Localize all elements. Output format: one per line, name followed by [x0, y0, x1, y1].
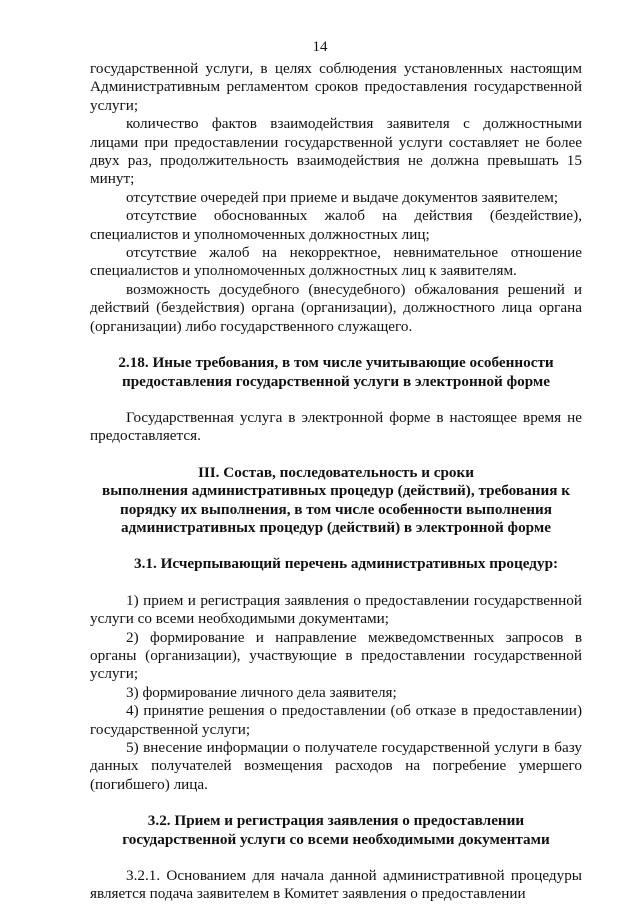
heading-line: 3.2. Прием и регистрация заявления о предоставлении	[147, 812, 525, 830]
spacer	[90, 391, 582, 409]
spacer	[90, 446, 582, 464]
heading-line: административных процедур (действий) в электронной форме	[121, 518, 551, 536]
paragraph: отсутствие обоснованных жалоб на действия (бездействие), специалистов и уполномоченных должностных лиц;	[90, 207, 582, 243]
heading-line: предоставления государственной услуги в электронной форме	[121, 372, 551, 390]
list-item: 5) внесение информации о получателе государственной услуги в базу данных получателей возмещения расходов на погребение умершего (погибшего) лица.	[90, 739, 582, 793]
paragraph: отсутствие жалоб на некорректное, невнимательное отношение специалистов и уполномоченных должностных лиц к заявителям.	[90, 244, 582, 280]
section-3-2-heading	[90, 812, 582, 849]
heading-line: III. Состав, последовательность и сроки	[197, 463, 475, 481]
spacer	[90, 794, 582, 812]
heading-line: выполнения административных процедур (действий), требования к	[102, 482, 570, 500]
procedure-list	[90, 592, 582, 794]
list-item: 4) принятие решения о предоставлении (об отказе в предоставлении) государственной услуги;	[90, 702, 582, 738]
paragraph: количество фактов взаимодействия заявителя с должностными лицами при предоставлении государственной услуги составляет не более двух раз, продолжительность взаимодействия не должна превышать 15 минут;	[90, 115, 582, 188]
heading-line: порядку их выполнения, в том числе особенности выполнения	[120, 500, 552, 518]
section-3-2-1-text: 3.2.1. Основанием для начала данной административной процедуры является подача заявителем в Комитет заявления о предоставлении	[90, 867, 582, 903]
spacer	[90, 574, 582, 592]
spacer	[90, 537, 582, 555]
section-3-heading	[90, 464, 582, 538]
paragraph: возможность досудебного (внесудебного) обжалования решений и действий (бездействия) органа (организации), должностного лица органа (организации) либо государственного служащего.	[90, 280, 582, 335]
list-item: 1) прием и регистрация заявления о предоставлении государственной услуги со всеми необходимыми документами;	[90, 591, 582, 628]
heading-line: 2.18. Иные требования, в том числе учитывающие особенности	[118, 354, 554, 372]
section-3-1-heading: 3.1. Исчерпывающий перечень административных процедур:	[134, 555, 559, 573]
list-item: 3) формирование личного дела заявителя;	[126, 683, 397, 701]
heading-line: государственной услуги со всеми необходимыми документами	[122, 830, 550, 848]
paragraph: отсутствие очередей при приеме и выдаче документов заявителем;	[126, 188, 559, 206]
section-2-18-heading	[90, 354, 582, 391]
list-item: 2) формирование и направление межведомственных запросов в органы (организации), участвующие в предоставлении государственной услуги;	[90, 628, 582, 683]
page-number: 14	[312, 39, 328, 55]
spacer	[90, 849, 582, 867]
document-body	[90, 60, 582, 904]
paragraph: государственной услуги, в целях соблюдения установленных настоящим Административным регламентом сроков предоставления государственной услуги;	[90, 60, 582, 114]
spacer	[90, 336, 582, 354]
section-2-18-text: Государственная услуга в электронной форме в настоящее время не предоставляется.	[90, 408, 582, 445]
